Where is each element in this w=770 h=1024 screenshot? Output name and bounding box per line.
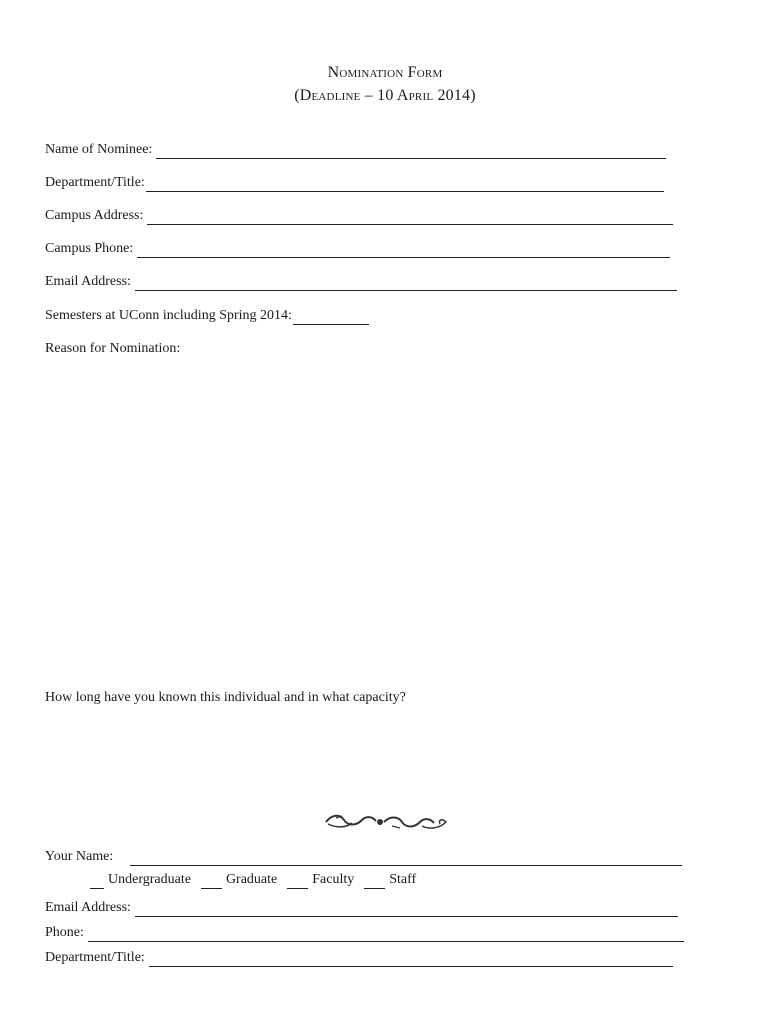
your-email-line[interactable] <box>135 901 678 917</box>
semesters-field <box>45 305 369 325</box>
your-email-field <box>45 897 678 917</box>
ornament-divider-icon <box>322 812 450 832</box>
nominee-name-field <box>45 139 666 159</box>
your-name-field <box>45 846 682 866</box>
your-department-label: Department/Title: <box>45 950 145 965</box>
campus-phone-line[interactable] <box>137 242 670 258</box>
role-graduate-label: Graduate <box>225 872 278 887</box>
role-staff-label: Staff <box>389 872 417 887</box>
nominee-department-label: Department/Title: <box>45 175 145 190</box>
semesters-label: Semesters at UConn including Spring 2014: <box>45 308 292 323</box>
your-name-label: Your Name: <box>45 849 114 864</box>
your-phone-label: Phone: <box>45 925 84 940</box>
known-question: How long have you known this individual and in what capacity? <box>45 690 406 705</box>
role-options <box>90 871 426 889</box>
campus-phone-label: Campus Phone: <box>45 241 134 256</box>
your-email-label: Email Address: <box>45 900 131 915</box>
your-department-field <box>45 947 673 967</box>
nominee-name-label: Name of Nominee: <box>45 142 153 157</box>
campus-address-field <box>45 205 673 225</box>
nominee-email-field <box>45 271 677 291</box>
reason-label: Reason for Nomination: <box>45 341 181 356</box>
role-staff-blank[interactable] <box>364 874 385 889</box>
your-phone-line[interactable] <box>88 926 684 942</box>
your-name-line[interactable] <box>130 850 682 866</box>
form-title: Nomination Form <box>327 64 443 81</box>
role-undergraduate-label: Undergraduate <box>108 872 191 887</box>
role-faculty-blank[interactable] <box>287 874 308 889</box>
nominee-email-line[interactable] <box>135 275 677 291</box>
semesters-line[interactable] <box>293 309 369 325</box>
role-faculty-label: Faculty <box>312 872 355 887</box>
nominee-department-line[interactable] <box>146 176 664 192</box>
nominee-department-field <box>45 172 664 192</box>
campus-phone-field <box>45 238 670 258</box>
role-graduate-blank[interactable] <box>201 874 222 889</box>
nominee-email-label: Email Address: <box>45 274 131 289</box>
role-undergraduate-blank[interactable] <box>90 874 104 889</box>
your-phone-field <box>45 922 684 942</box>
form-deadline: (Deadline – 10 April 2014) <box>294 87 476 104</box>
nominee-name-line[interactable] <box>156 143 666 159</box>
campus-address-label: Campus Address: <box>45 208 144 223</box>
campus-address-line[interactable] <box>147 209 673 225</box>
your-department-line[interactable] <box>149 951 673 967</box>
